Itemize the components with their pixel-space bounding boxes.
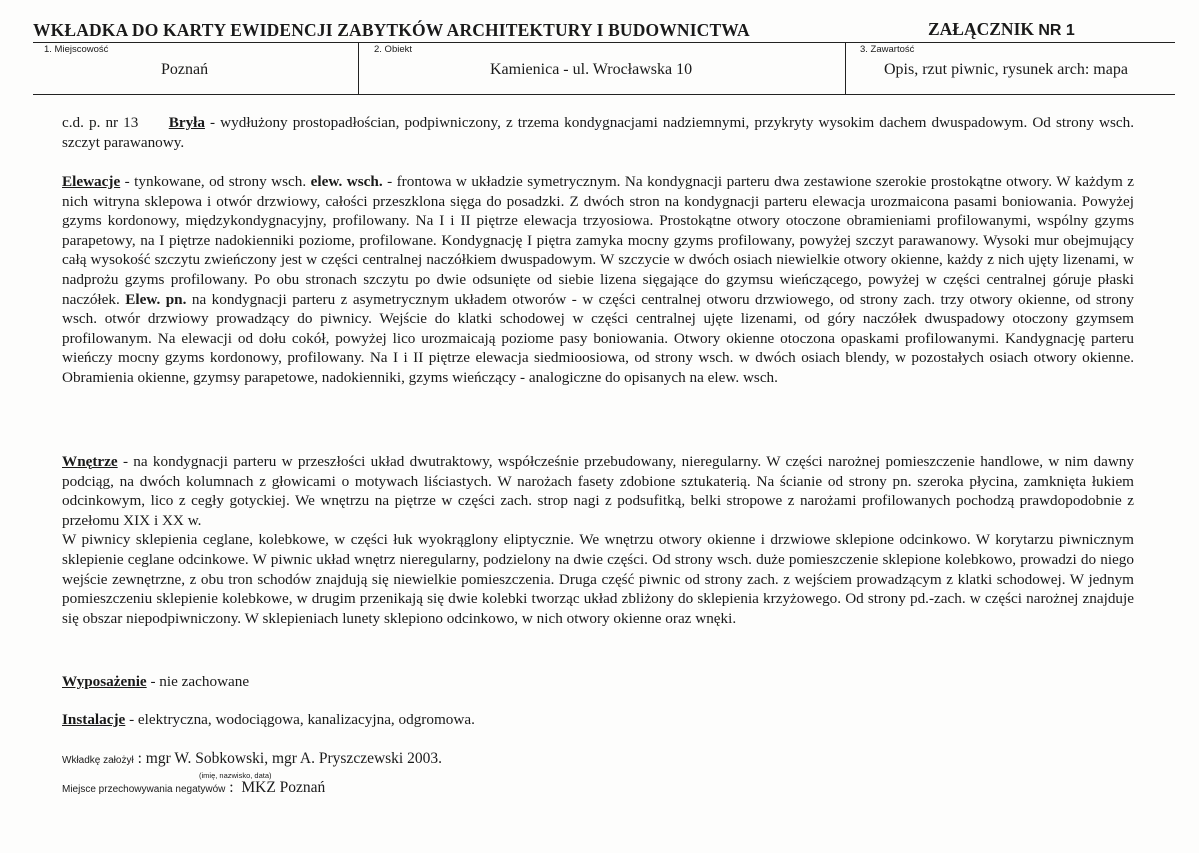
author-label-text: Wkładkę założył [62, 755, 134, 766]
section-wnetrze [62, 452, 1134, 628]
text-elewacje-1: - tynkowane, od strony wsch. [120, 173, 311, 190]
page-continuation: c.d. p. nr 13 [62, 114, 139, 131]
text-elewacje-2: - frontowa w układzie symetrycznym. Na kondygnacji parteru dwa zestawione szerokie prostokątne otwory. W każdym z nich witryna sklepowa i otwór drzwiowy, całości przeszklona sięga do posadzki. Z dwóch stron na kondygnacji parteru elewacja urozmaicona pasami boniowania. Powyżej gzyms kordonowy, międzykondygnacyjny, profilowany. Na I i II piętrze elewacja trzyosiowa. Prostokątne otwory otoczone obramieniami profilowanymi, wspólny gzyms parapetowy, na I piętrze nadokienniki poziome, profilowane. Kondygnację I piętra zamyka mocny gzyms profilowany, powyżej szczyt parawanowy. Wysoki mur obejmujący całą wysokość szczytu zwieńczony jest w części centralnej naczółkiem dwuspadowym. W szczycie w dwóch osiach niewielkie otwory okienne, każdy z nich ujęty lizenami, w nadprożu gzyms profilowany. Po obu stronach szczytu po dwie odsunięte od siebie lizena sięgające do gzymsu wieńczącego, powyżej w części centralnej góruje płaski naczółek. [62, 173, 1134, 308]
section-instalacje [62, 710, 1134, 730]
field-label-locality: 1. Miejscowość [44, 44, 109, 55]
text-elewacje-3: na kondygnacji parteru z asymetrycznym układem otworów - w części centralnej otworu drzwiowego, od strony zach. trzy otwory okienne, od strony wsch. otwór drzwiowy prowadzący do piwnicy. Wejście do klatki schodowej w części centralnej ujęte lizenami, od góry naczółek dwuspadowy otoczony gzymsem profilowanym. Na elewacji od dołu cokół, powyżej lico urozmaicają poziome pasy boniowania. Otwory okienne otoczona opaskami profilowanymi. Kandygnację parteru wieńczy mocny gzyms kordonowy, profilowany. Na I i II piętrze elewacja siedmioosiowa, od strony wsch. w dwóch osiach blendy, w pozostałych osiach otwory okienne. Obramienia okienne, gzymsy parapetowe, nadokienniki, gzyms wieńczący - analogiczne do opisanych na elew. wsch. [62, 290, 1134, 386]
text-instalacje: - elektryczna, wodociągowa, kanalizacyjna, odgromowa. [125, 711, 475, 728]
heading-wnetrze: Wnętrze [62, 453, 118, 470]
text-wnetrze-2: W piwnicy sklepienia ceglane, kolebkowe, w części łuk wyokrąglony eliptycznie. We wnętrzu otwory okienne i drzwiowe sklepione odcinkowo. W korytarzu piwnicznym sklepienie ceglane odcinkowe. W piwnic układ wnętrz nieregularny, podzielony na dwie części. Od strony wsch. duże pomieszczenie sklepione kolebkowo, prowadzi do niego wejście zewnętrzne, z obu tron schodów znajdują się niewielkie pomieszczenia. Druga część piwnic od strony zach. z wejściem prowadzącym z klatki schodowej. W jednym pomieszczeniu sklepienie kolebkowe, w drugim przenikają się dwie kolebki tworząc układ zbliżony do sklepienia krzyżowego. Od strony pd.-zach. w części narożnej znajduje się obszar niepodpiwniczony. W sklepieniach lunety sklepiono odcinkowo, w nich otwory okienne oraz wnęki. [62, 531, 1134, 627]
annex-word: ZAŁĄCZNIK [928, 19, 1034, 39]
annex-label [928, 19, 1075, 40]
field-value-object: Kamienica - ul. Wrocławska 10 [490, 61, 693, 78]
section-wyposazenie [62, 672, 1134, 692]
text-bryla: - wydłużony prostopadłościan, podpiwniczony, z trzema kondygnacjami nadziemnymi, przykryty wysokim dachem dwuspadowym. Od strony wsch. szczyt parawanowy. [62, 114, 1134, 151]
storage-value: MKZ Poznań [241, 779, 326, 796]
section-elewacje [62, 172, 1134, 388]
text-wnetrze-1: - na kondygnacji parteru w przeszłości układ dwutraktowy, współcześnie przebudowany, nieregularny. W części narożnej pomieszczenie handlowe, w nim dawny podciąg, na dwóch kolumnach z głowicami o motywach liściastych. W narożach fasety zdobione sztukaterią. Na ścianie od strony pn. szeroka płycina, zamknięta łukiem odcinkowym, lico z cegły gotyckiej. We wnętrzu na piętrze w części zach. strop nagi z podsufitką, belki stropowe z narożami profilowanych pochodzą prawdopodobnie z przełomu XIX i XX w. [62, 453, 1134, 529]
annex-number: NR 1 [1038, 22, 1075, 39]
storage-label: Miejsce przechowywania negatywów [62, 784, 226, 795]
bold-elew-wsch: elew. wsch. [310, 173, 383, 190]
field-label-contents: 3. Zawartość [860, 44, 915, 55]
heading-bryla: Bryła [168, 114, 205, 131]
document-title: WKŁADKA DO KARTY EWIDENCJI ZABYTKÓW ARCHITEKTURY I BUDOWNICTWA [33, 20, 750, 40]
heading-instalacje: Instalacje [62, 711, 126, 728]
section-bryla [62, 113, 1134, 152]
header-top-rule [33, 42, 1175, 43]
field-divider-2 [845, 42, 846, 94]
bold-elew-pn: Elew. pn. [125, 290, 187, 308]
text-wyposazenie: - nie zachowane [146, 673, 250, 690]
author-hint: (imię, nazwisko, data) [199, 771, 272, 780]
field-divider-1 [358, 42, 359, 94]
header-bottom-rule [33, 94, 1175, 95]
field-value-contents: Opis, rzut piwnic, rysunek arch: mapa [884, 61, 1128, 78]
author-value: mgr W. Sobkowski, mgr A. Pryszczewski 2003. [145, 750, 442, 767]
heading-wyposazenie: Wyposażenie [62, 673, 147, 690]
heading-elewacje: Elewacje [62, 173, 121, 190]
field-label-object: 2. Obiekt [374, 44, 413, 55]
header [33, 18, 1173, 42]
field-value-locality: Poznań [161, 61, 209, 78]
author-line: Wkładkę założył : mgr W. Sobkowski, mgr A. Pryszczewski 2003. [62, 750, 442, 767]
storage-line: Miejsce przechowywania negatywów : MKZ Poznań [62, 779, 326, 796]
